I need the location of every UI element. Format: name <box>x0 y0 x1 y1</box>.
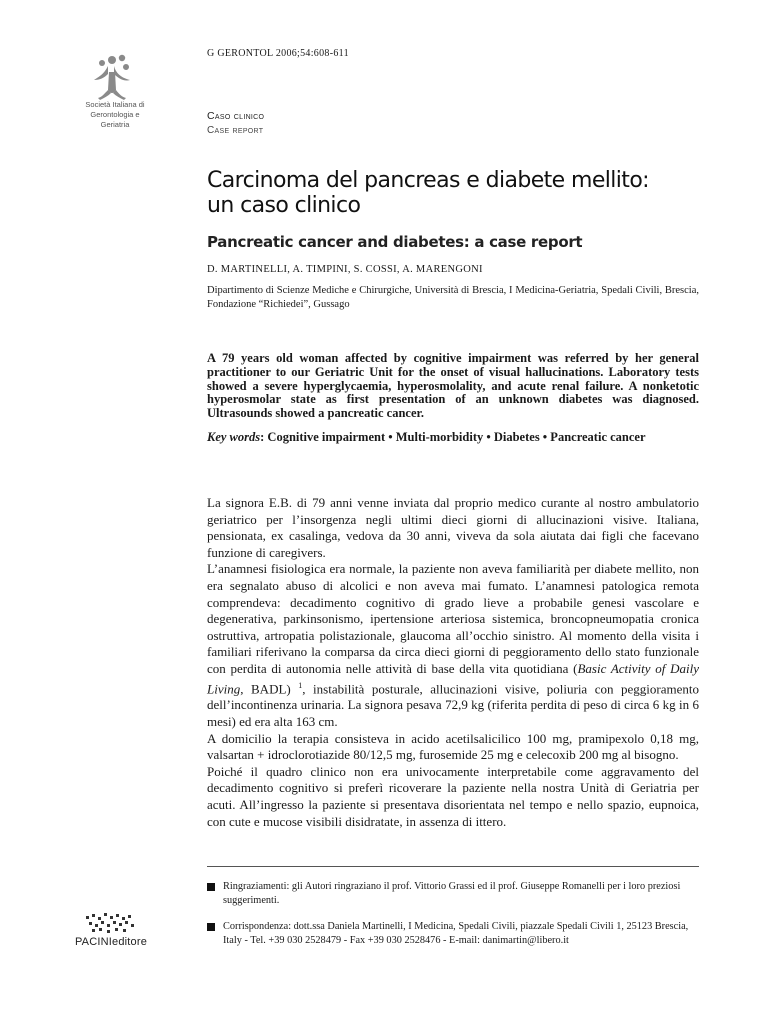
article-title-en: Pancreatic cancer and diabetes: a case report <box>207 233 583 251</box>
body-p2-italic: Basic Activity of Daily Living <box>207 660 699 696</box>
body-text <box>207 495 699 830</box>
keywords-label: Key words <box>207 430 261 444</box>
acknowledgement-text: Ringraziamenti: gli Autori ringraziano il prof. Vittorio Grassi ed il prof. Giuseppe Romanelli per i loro preziosi suggerimenti. <box>223 881 681 906</box>
square-bullet-icon <box>207 923 215 931</box>
body-paragraph-3: A domicilio la terapia consisteva in acido acetilsalicilico 100 mg, pramipexolo 0,18 mg, valsartan + idroclorotiazide 80/12,5 mg, furosemide 25 mg e celecoxib 200 mg al bisogno. <box>207 730 699 763</box>
keywords <box>207 430 699 444</box>
footnote-divider <box>207 866 699 867</box>
footnote-acknowledgement <box>207 880 701 907</box>
keywords-list: : Cognitive impairment • Multi-morbidity • Diabetes • Pancreatic cancer <box>260 430 646 444</box>
body-p2-part-c: , instabilità posturale, allucinazioni visive, poliuria con peggioramento dell’incontinenza urinaria. La signora pesava 72,9 kg (riferita perdita di peso di circa 6 kg in 6 mesi) ed era alta 163 cm. <box>207 680 700 730</box>
authors: D. MARTINELLI, A. TIMPINI, S. COSSI, A. MARENGONI <box>207 264 483 275</box>
society-line-3: Geriatria <box>100 120 130 129</box>
affiliation: Dipartimento di Scienze Mediche e Chirurgiche, Università di Brescia, I Medicina-Geriatria, Spedali Civili, Brescia, Fondazione “Richiedei”, Gussago <box>207 285 699 310</box>
body-p2-part-a: L’anamnesi fisiologica era normale, la paziente non aveva familiarità per diabete mellito, non era segnalato abuso di alcolici e non aveva mai fumato. L’anamnesi patologica remota comprendeva: decadimento cognitivo di grado lieve a probabile genesi vascolare e degenerativa, parkinsonismo, ipertensione arteriosa sistemica, broncopneumopatia cronica ostruttiva, artropatia polistazionale, glaucoma all’occhio sinistro. Al momento della visita i familiari riferivano la comparsa da circa dieci giorni di peggioramento dello stato funzionale con perdita di autonomia nelle attività di base della vita quotidiana ( <box>207 561 699 676</box>
publisher-name: PACINIeditore <box>74 936 148 948</box>
journal-reference: G GERONTOL 2006;54:608-611 <box>207 48 349 59</box>
title-line-2: un caso clinico <box>207 193 361 218</box>
society-logo <box>86 50 138 102</box>
section-label-en: Case report <box>207 125 264 136</box>
society-line-1: Società Italiana di <box>85 100 145 109</box>
society-name <box>60 100 170 130</box>
correspondence-text: Corrispondenza: dott.ssa Daniela Martinelli, I Medicina, Spedali Civili, piazzale Spedali Civili 1, 25123 Brescia, Italy - Tel. +39 030 2528479 - Fax +39 030 2528476 - E-mail: danimartin@libero.it <box>223 921 689 946</box>
body-paragraph-2 <box>207 561 699 730</box>
article-title-it <box>207 168 727 218</box>
title-line-1: Carcinoma del pancreas e diabete mellito: <box>207 168 649 193</box>
body-paragraph-1: La signora E.B. di 79 anni venne inviata dal proprio medico curante al nostro ambulatorio geriatrico per l’insorgenza negli ultimi dieci giorni di allucinazioni visive. Italiana, pensionata, ex casalinga, vedova da 30 anni, viveva da sola aiutata dai figli che facevano funzione di caregivers. <box>207 495 699 560</box>
body-p2-part-b: , BADL) <box>240 680 299 696</box>
square-bullet-icon <box>207 883 215 891</box>
citation-sup: 1 <box>298 680 303 690</box>
society-line-2: Gerontologia e <box>90 110 140 119</box>
section-label-it: Caso clinico <box>207 110 265 122</box>
abstract: A 79 years old woman affected by cognitive impairment was referred by her general practitioner to our Geriatric Unit for the onset of visual hallucinations. Laboratory tests showed a severe hyperglycaemia, hyperosmolality, and acute renal failure. A nonketotic hyperosmolar state as first presentation of an unknown diabetes was diagnosed. Ultrasounds showed a pancreatic cancer. <box>207 351 699 421</box>
body-paragraph-4: Poiché il quadro clinico non era univocamente interpretabile come aggravamento del decadimento cognitivo si preferì ricoverare la paziente nella nostra Unità di Geriatria per acuti. All’ingresso la paziente si presentava disorientata nel tempo e nello spazio, eupnoica, con cute e mucose visibili disidratate, in assenza di ittero. <box>207 763 699 829</box>
footnote-correspondence <box>207 920 701 947</box>
